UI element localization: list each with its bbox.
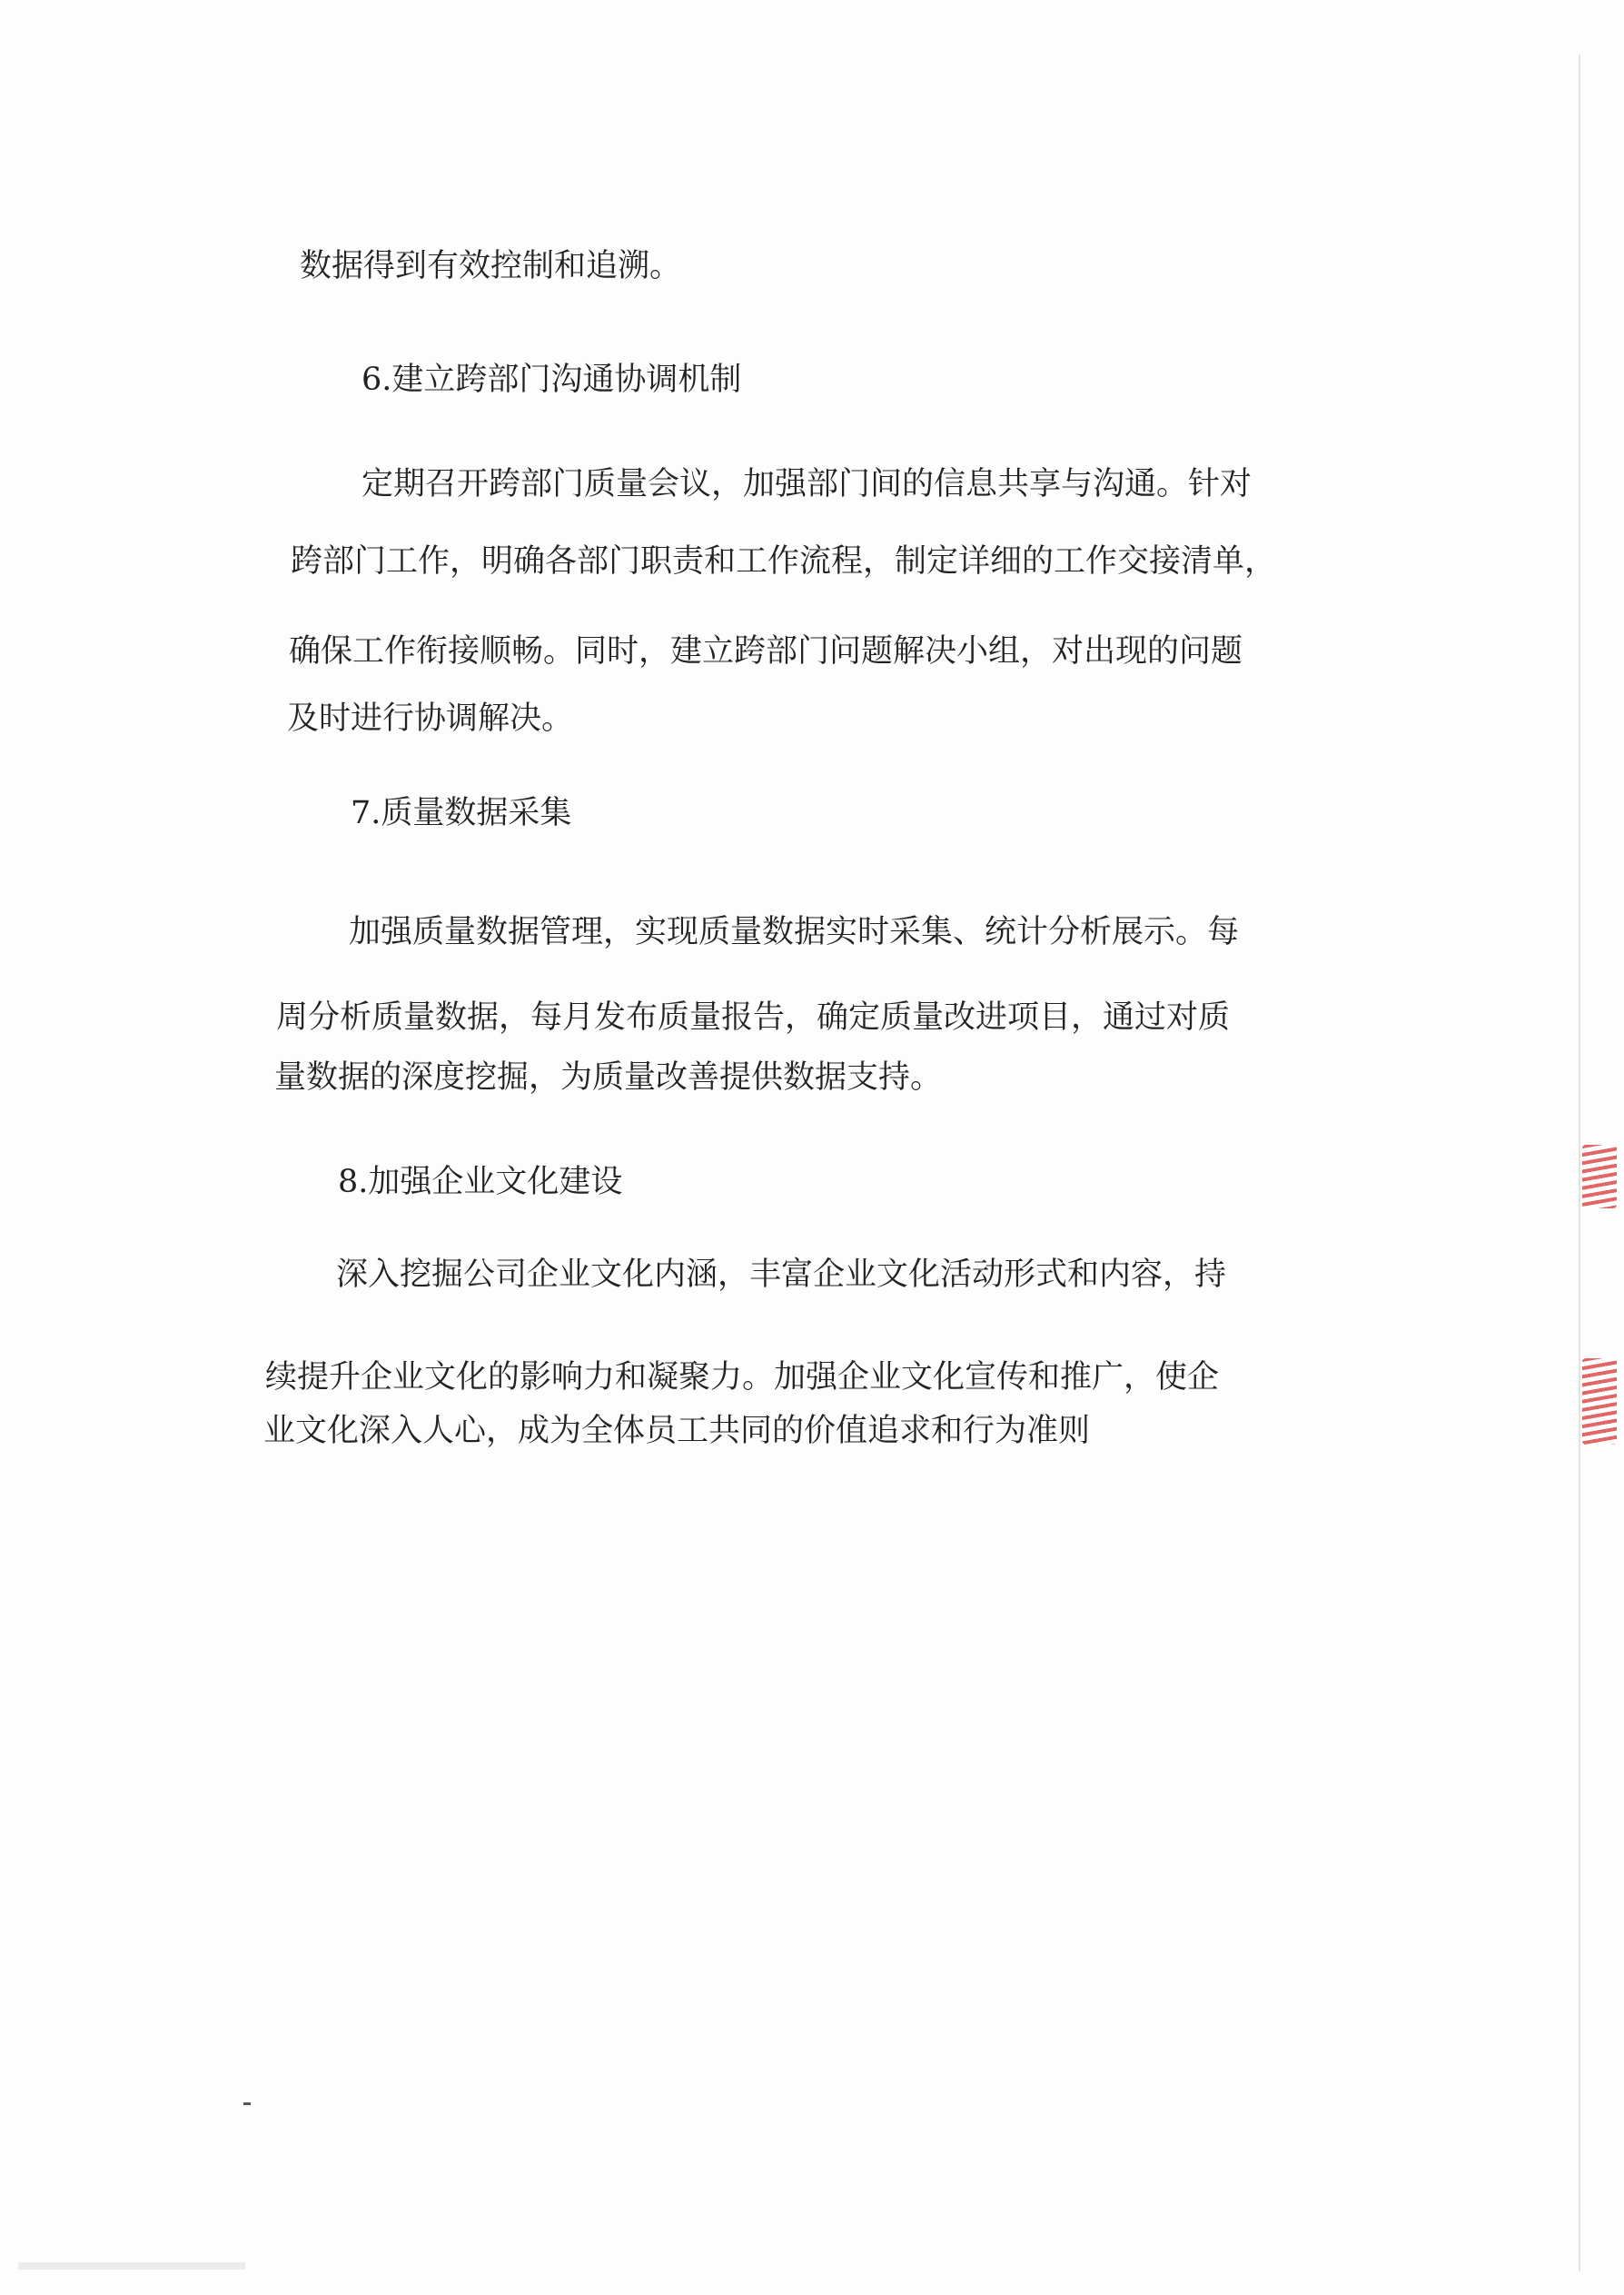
paragraph-line: 跨部门工作，明确各部门职责和工作流程，制定详细的工作交接清单， <box>291 543 1277 580</box>
section-heading: 7.质量数据采集 <box>351 795 572 831</box>
paragraph-line: 量数据的深度挖掘，为质量改善提供数据支持。 <box>274 1059 943 1096</box>
paragraph-line: 定期召开跨部门质量会议，加强部门间的信息共享与沟通。针对 <box>361 466 1253 502</box>
paragraph-line: 续提升企业文化的影响力和凝聚力。加强企业文化宣传和推广，使企 <box>265 1359 1220 1396</box>
seal-stamp-fragment <box>1582 1358 1617 1445</box>
section-heading: 8.加强企业文化建设 <box>338 1164 623 1200</box>
paragraph-line: 深入挖掘公司企业文化内涵，丰富企业文化活动形式和内容，持 <box>336 1257 1227 1293</box>
paragraph-line: 及时进行协调解决。 <box>287 700 574 737</box>
scan-edge-shadow <box>1579 55 1580 2271</box>
scan-smudge <box>18 2262 245 2270</box>
paragraph-line: 数据得到有效控制和追溯。 <box>300 248 682 284</box>
paragraph-line: 确保工作衔接顺畅。同时，建立跨部门问题解决小组，对出现的问题 <box>289 633 1243 670</box>
paragraph-line: 业文化深入人心，成为全体员工共同的价值追求和行为准则 <box>263 1413 1091 1449</box>
section-heading: 6.建立跨部门沟通协调机制 <box>361 362 742 398</box>
seal-stamp-fragment <box>1582 1145 1617 1208</box>
paragraph-line: 周分析质量数据，每月发布质量报告，确定质量改进项目，通过对质 <box>276 999 1231 1036</box>
stray-mark <box>243 2102 251 2105</box>
paragraph-line: 加强质量数据管理，实现质量数据实时采集、统计分析展示。每 <box>349 914 1240 950</box>
